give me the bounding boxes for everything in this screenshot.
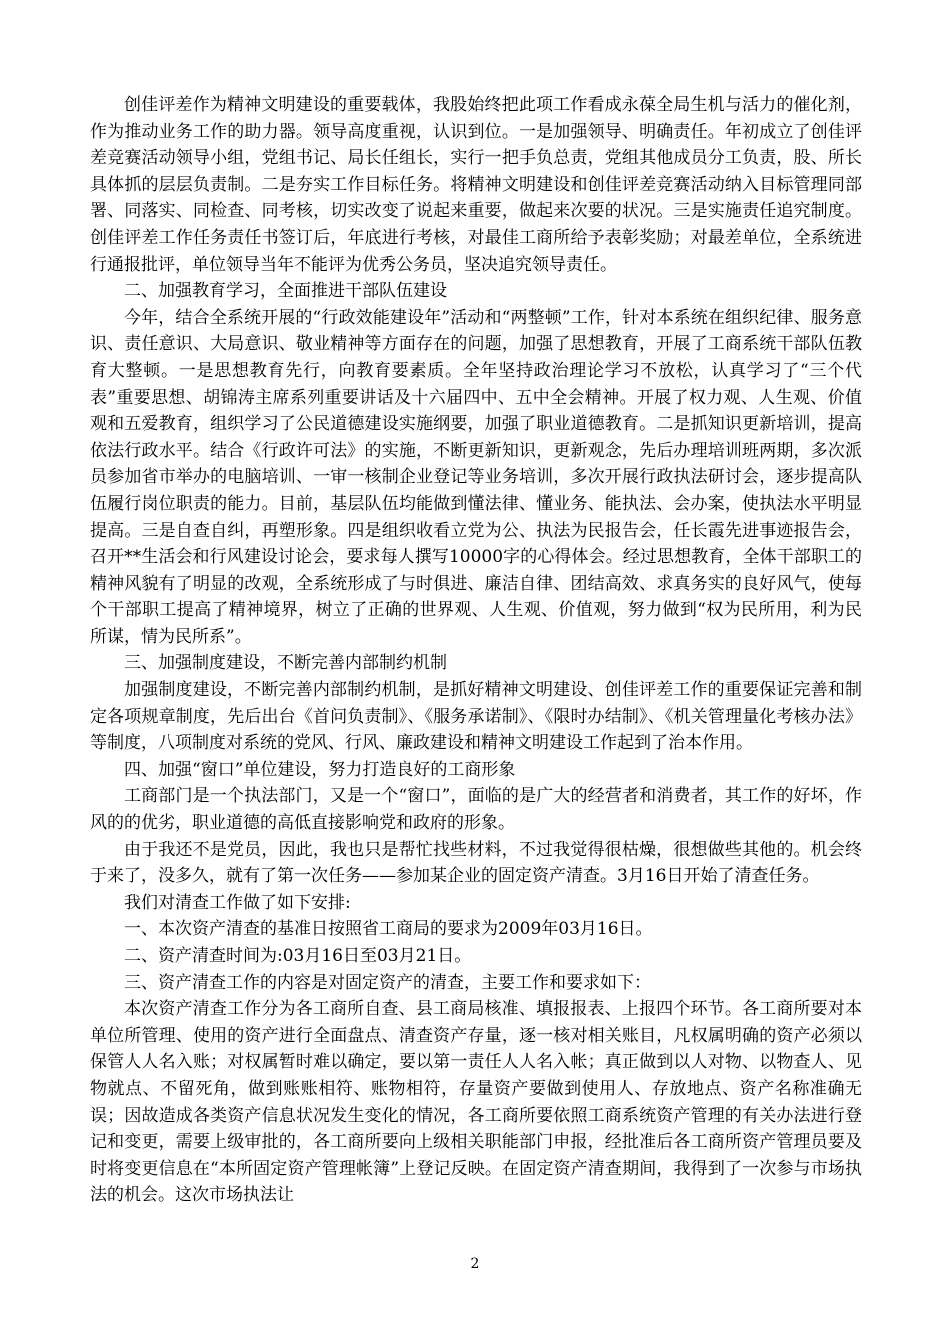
paragraph: 本次资产清查工作分为各工商所自查、县工商局核准、填报报表、上报四个环节。各工商所要对本单位所管理、使用的资产进行全面盘点、清查资产存量，逐一核对相关账目，凡权属明确的资产必须以保管人人名入账；对权属暂时难以确定，要以第一责任人人名入帐；真正做到以人对物、以物查人、见物就点、不留死角，做到账账相符、账物相符，存量资产要做到使用人、存放地点、资产名称准确无误；因故造成各类资产信息状况发生变化的情况，各工商所要依照工商系统资产管理的有关办法进行登记和变更，需要上级审批的，各工商所要向上级相关职能部门申报，经批准后各工商所资产管理员要及时将变更信息在“本所固定资产管理帐簿”上登记反映。在固定资产清查期间，我得到了一次参与市场执法的机会。这次市场执法让 bbox=[90, 999, 862, 1206]
page-number: 2 bbox=[470, 1256, 480, 1272]
document-body bbox=[90, 92, 862, 1209]
list-item: 二、资产清查时间为:03月16日至03月21日。 bbox=[124, 946, 472, 966]
paragraph: 加强制度建设，不断完善内部制约机制，是抓好精神文明建设、创佳评差工作的重要保证完善和制定各项规章制度，先后出台《首问负责制》、《服务承诺制》、《限时办结制》、《机关管理量化考核办法》等制度，八项制度对系统的党风、行风、廉政建设和精神文明建设工作起到了治本作用。 bbox=[90, 680, 862, 754]
section-heading: 二、加强教育学习，全面推进干部队伍建设 bbox=[124, 281, 447, 302]
paragraph: 我们对清查工作做了如下安排: bbox=[124, 892, 351, 913]
paragraph: 创佳评差作为精神文明建设的重要载体，我股始终把此项工作看成永葆全局生机与活力的催化剂，作为推动业务工作的助力器。领导高度重视，认识到位。一是加强领导、明确责任。年初成立了创佳评差竞赛活动领导小组，党组书记、局长任组长，实行一把手负总责，党组其他成员分工负责，股、所长具体抓的层层负责制。二是夯实工作目标任务。将精神文明建设和创佳评差竞赛活动纳入目标管理同部署、同落实、同检查、同考核，切实改变了说起来重要，做起来次要的状况。三是实施责任追究制度。创佳评差工作任务责任书签订后，年底进行考核，对最佳工商所给予表彰奖励；对最差单位，全系统进行通报批评，单位领导当年不能评为优秀公务员，坚决追究领导责任。 bbox=[90, 95, 862, 275]
section-heading: 三、加强制度建设，不断完善内部制约机制 bbox=[124, 653, 447, 674]
paragraph: 工商部门是一个执法部门，又是一个“窗口”，面临的是广大的经营者和消费者，其工作的好坏，作风的的优劣，职业道德的高低直接影响党和政府的形象。 bbox=[90, 786, 862, 834]
list-item: 一、本次资产清查的基准日按照省工商局的要求为2009年03月16日。 bbox=[124, 919, 653, 940]
section-heading: 四、加强“窗口”单位建设，努力打造良好的工商形象 bbox=[124, 759, 516, 780]
list-item: 三、资产清查工作的内容是对固定资产的清查，主要工作和要求如下： bbox=[124, 972, 651, 993]
paragraph: 由于我还不是党员，因此，我也只是帮忙找些材料，不过我觉得很枯燥，很想做些其他的。机会终于来了，没多久，就有了第一次任务——参加某企业的固定资产清查。3月16日开始了清查任务。 bbox=[90, 839, 862, 887]
paragraph: 今年，结合全系统开展的“行政效能建设年”活动和“两整顿”工作，针对本系统在组织纪律、服务意识、责任意识、大局意识、敬业精神等方面存在的问题，加强了思想教育，开展了工商系统干部队伍教育大整顿。一是思想教育先行，向教育要素质。全年坚持政治理论学习不放松，认真学习了“三个代表”重要思想、胡锦涛主席系列重要讲话及十六届四中、五中全会精神。开展了权力观、人生观、价值观和五爱教育，组织学习了公民道德建设实施纲要，加强了职业道德教育。二是抓知识更新培训，提高依法行政水平。结合《行政许可法》的实施，不断更新知识，更新观念，先后办理培训班两期，多次派员参加省市举办的电脑培训、一审一核制企业登记等业务培训，多次开展行政执法研讨会，逐步提高队伍履行岗位职责的能力。目前，基层队伍均能做到懂法律、懂业务、能执法、会办案，使执法水平明显提高。三是自查自纠，再塑形象。四是组织收看立党为公、执法为民报告会，任长霞先进事迹报告会，召开**生活会和行风建设讨论会，要求每人撰写10000字的心得体会。经过思想教育，全体干部职工的精神风貌有了明显的改观，全系统形成了与时俱进、廉洁自律、团结高效、求真务实的良好风气，使每个干部职工提高了精神境界，树立了正确的世界观、人生观、价值观，努力做到“权为民所用，利为民所谋，情为民所系”。 bbox=[90, 307, 862, 647]
